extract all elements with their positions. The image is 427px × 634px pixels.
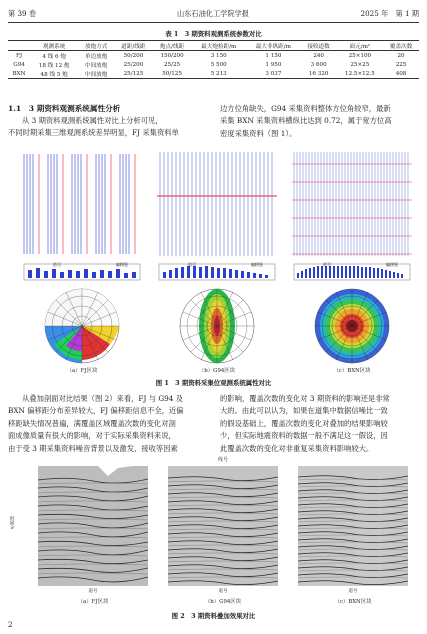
table-cell: 240	[313, 52, 324, 59]
table-cell: 20	[397, 52, 405, 59]
table-cell: 5 213	[191, 69, 246, 79]
table1-col: 最大非纵距/m	[246, 41, 301, 51]
table1-header-row	[8, 41, 419, 51]
section-heading: 1.1 3 期资料观测系统属性分析	[8, 104, 121, 113]
survey-layout-fj	[22, 150, 142, 260]
seismic-image-g94	[168, 466, 278, 586]
survey-layout-g94	[157, 150, 277, 260]
table-cell: 25/125	[114, 69, 153, 79]
table-row	[8, 51, 419, 61]
figure2-bottom-label: 道号	[218, 589, 228, 594]
figure2-bottom-label: 道号	[88, 589, 98, 594]
table-cell: 1 150	[265, 52, 282, 59]
table1-col: 炮点/线距	[153, 41, 192, 51]
table-cell: 16 320	[301, 69, 337, 79]
table-cell: 50/200	[123, 52, 144, 59]
table-cell: 单边放炮	[84, 53, 108, 60]
axis-label-offset: 偏移距	[385, 262, 399, 267]
table-cell: FJ	[15, 52, 23, 59]
table-cell: 18 线 12 炮	[38, 62, 70, 69]
table1-col: 接收道数	[301, 41, 337, 51]
axis-label-trace: 道号	[52, 262, 62, 267]
table-cell: 中间放炮	[84, 62, 108, 69]
text-line: 少，但实际地震资料的数据一般不满足这一假设，因	[220, 431, 388, 441]
table-cell: 3 150	[210, 52, 227, 59]
header-journal: 山东石油化工学院学报	[177, 9, 249, 18]
figure2-top-label: 线号	[217, 457, 228, 463]
table-cell: 中间放炮	[78, 69, 114, 79]
table1-col: 观测系统	[30, 41, 78, 51]
figure1-sub-c: （c）BXN区块	[333, 368, 371, 374]
figure2-time-label: 时间/s	[9, 516, 14, 530]
text-line: 面成像质量有很大的影响，对于实际采集资料来说，	[8, 431, 176, 441]
table1-col: 最大炮检距/m	[191, 41, 246, 51]
table1-col: 放炮方式	[78, 41, 114, 51]
table-cell: 4 线 6 炮	[42, 53, 66, 60]
seismic-image-fj	[38, 466, 148, 586]
text-line: 大的。由此可以认为，如果在道集中数据信噪比一致	[220, 406, 388, 416]
table1-caption: 表 1 3 期资料观测系统参数对比	[165, 30, 262, 38]
figure1-sub-a: （a）FJ区块	[66, 368, 98, 374]
axis-label-offset: 偏移距	[250, 262, 264, 267]
figure2-sub-c: （c）BXN区块	[334, 599, 372, 605]
figure2-caption: 图 2 3 期资料叠加效果对比	[171, 612, 256, 620]
table-cell: 3 037	[246, 69, 301, 79]
table-cell: 25/200	[123, 61, 144, 68]
text-line: 边方位角缺失，G94 采集资料整体方位角较窄，最新	[220, 104, 391, 113]
table1-col: 道距/线距	[114, 41, 153, 51]
paragraph1-left	[8, 115, 212, 140]
table-cell: 1 950	[265, 61, 282, 68]
table-cell: 3 600	[310, 61, 327, 68]
table-cell: 408	[383, 69, 419, 79]
text-line: 由于受 3 期采集资料噪音背景以及激发、接收等因素	[8, 443, 178, 453]
table1-col: 覆盖次数	[383, 41, 419, 51]
text-line: 从 3 期资料观测系统属性对比上分析可见，	[22, 116, 163, 125]
table1-col	[8, 41, 30, 51]
table-cell: 12.5×12.5	[337, 69, 383, 79]
table-cell: 25×100	[348, 52, 372, 59]
table-cell: 50/125	[153, 69, 192, 79]
text-line: 的假设基础上，覆盖次数的变化对叠加的结果影响较	[220, 418, 388, 428]
figure2	[9, 456, 408, 608]
page-number: 2	[8, 620, 13, 629]
figure1	[22, 150, 412, 374]
table-cell: 25/25	[164, 61, 181, 68]
axis-label-offset: 偏移距	[115, 262, 129, 267]
table-cell: 48 线 5 炮	[30, 69, 78, 79]
text-line: 密度采集资料（图 1）。	[220, 128, 297, 138]
seismic-image-bxn	[298, 466, 408, 586]
text-line: 此覆盖次数的变化对非重复采集资料影响较大。	[220, 443, 374, 453]
seismic-section-fj	[38, 466, 148, 586]
figure1-panel-c	[292, 150, 412, 374]
table-row	[8, 69, 419, 79]
figure2-bottom-label: 道号	[348, 589, 358, 594]
table-cell: 25×25	[350, 61, 370, 68]
table-cell: G94	[13, 61, 25, 68]
text-line: 移距缺失情况普遍，满覆盖区域覆盖次数的变化对剖	[8, 418, 176, 428]
figure2-sub-b: （b）G94区块	[204, 599, 242, 605]
header-issue: 2025 年 第 1 期	[360, 9, 419, 18]
rose-diagram-bxn	[296, 286, 408, 364]
axis-label-trace: 道号	[322, 262, 332, 267]
figure1-panel-b	[157, 150, 277, 374]
text-line: BXN 偏移距分布差异较大，FJ 偏移距信息不全，近偏	[8, 406, 184, 416]
table-cell: 225	[395, 61, 407, 68]
table1	[8, 40, 419, 79]
table-row	[8, 60, 419, 69]
figure1-sub-b: （b）G94区块	[198, 368, 236, 374]
seismic-section-bxn	[298, 466, 408, 586]
figure1-panel-a	[22, 150, 142, 374]
table1-col: 面元/m²	[337, 41, 383, 51]
text-line: 从叠加剖面对比结果（图 2）来看，FJ 与 G94 及	[22, 394, 184, 403]
paragraph2-right	[220, 393, 420, 455]
seismic-section-g94	[168, 466, 278, 586]
figure1-caption: 图 1 3 期资料采集位观测系统属性对比	[155, 379, 272, 387]
rose-diagram-g94	[161, 286, 273, 364]
text-line: 不同时期采集三维观测系统差异明显，FJ 采集资料单	[8, 128, 179, 138]
text-line: 采集 BXN 采集资料横纵比达到 0.72，属于宽方位高	[220, 116, 392, 126]
figure2-sub-a: （a）FJ区块	[77, 599, 109, 605]
text-line: 的影响，覆盖次数的变化对 3 期资料的影响还是非常	[220, 394, 390, 403]
table-cell: BXN	[8, 69, 30, 79]
survey-layout-bxn	[292, 150, 412, 260]
axis-label-trace: 道号	[187, 262, 197, 267]
paragraph2-left	[8, 393, 212, 455]
paragraph1-right	[220, 103, 420, 140]
header-volume: 第 39 卷	[8, 9, 37, 18]
header-rule	[8, 22, 419, 23]
rose-diagram-fj	[26, 286, 138, 364]
table-cell: 5 500	[210, 61, 227, 68]
table-cell: 150/200	[160, 52, 184, 59]
